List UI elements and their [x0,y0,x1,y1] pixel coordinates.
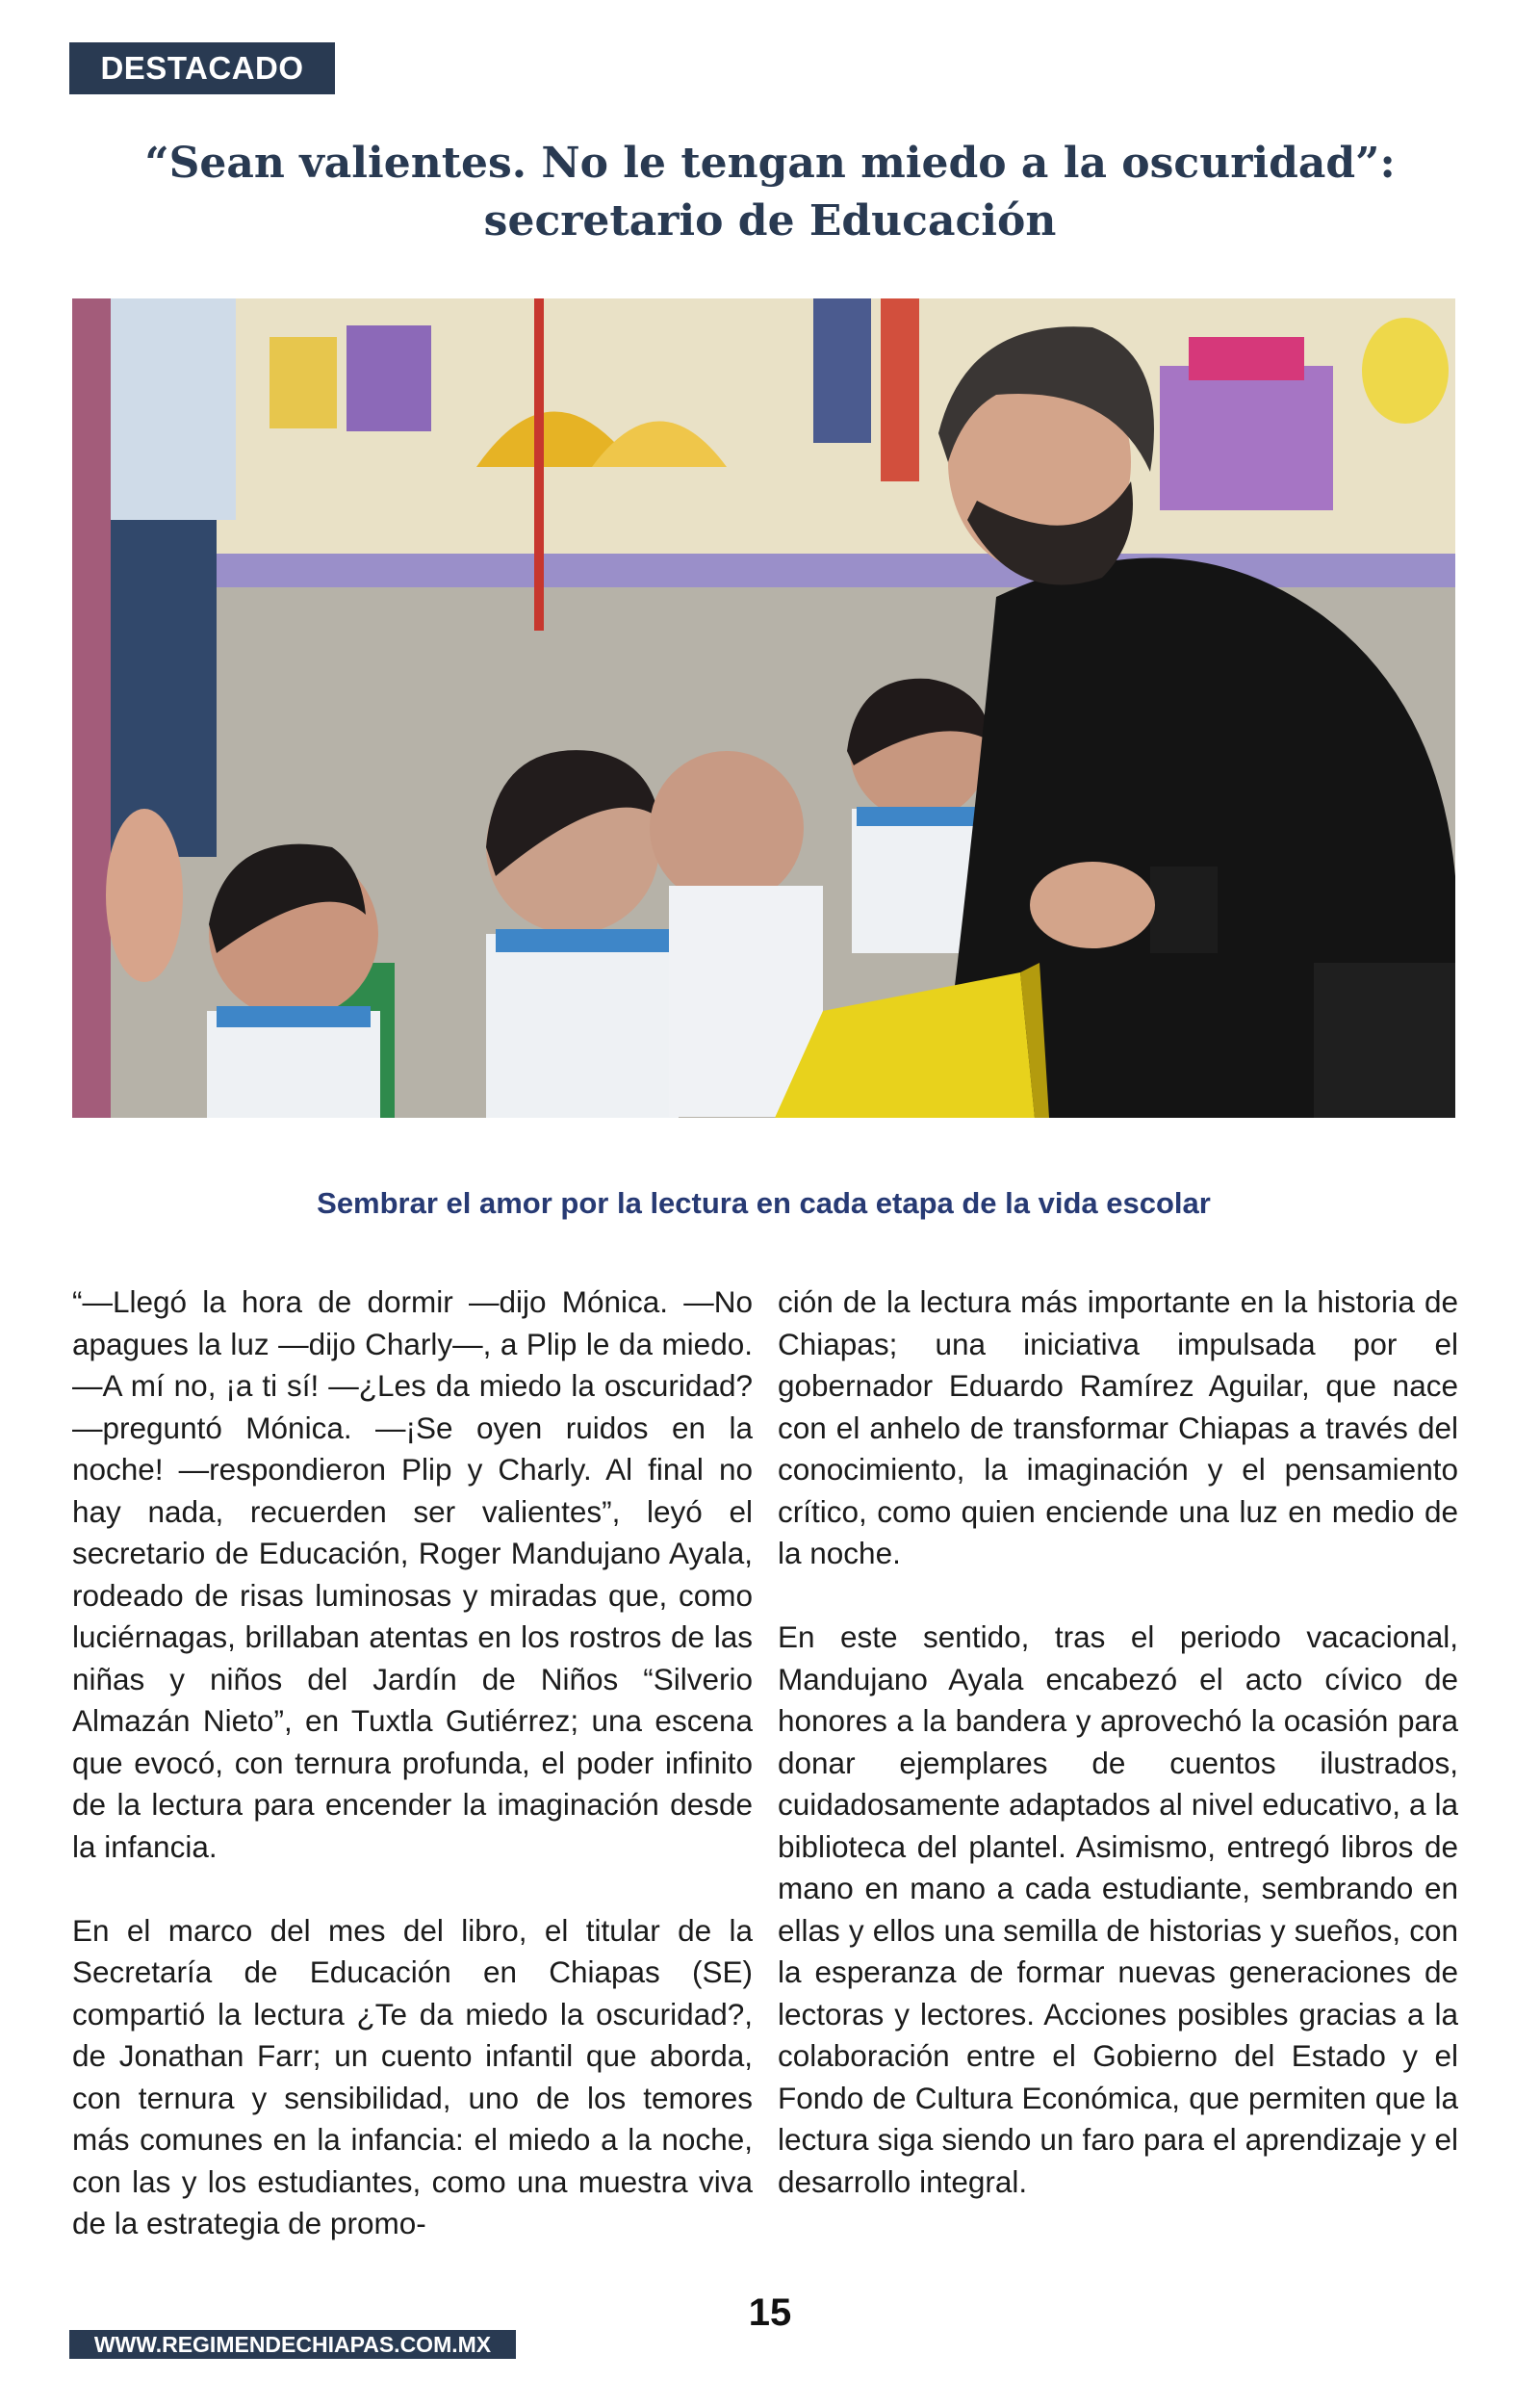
wristband [1150,867,1218,953]
adult-hand [106,809,183,982]
article-paragraph: En este sentido, tras el periodo vacacional, Mandujano Ayala encabezó el acto cívico de honores a la bandera y aprovechó la ocasión para donar ejemplares de cuentos ilustrados, cuidadosamente adaptados al nivel educativo, a la biblioteca del plantel. Asimismo, entregó libros de mano en mano a cada estudiante, sembrando en ellas y ellos una semilla de historias y sueños, con la esperanza de formar nuevas generaciones de lectoras y lectores. Acciones posibles gracias a la colaboración entre el Gobierno del Estado y el Fondo de Cultura Económica, que permiten que la lectura siga siendo un faro para el aprendizaje y el desarrollo integral. [778,1619,1458,2199]
classroom-reading-photo [72,298,1455,1118]
article-column-right [778,1281,1458,2245]
black-chair [1314,963,1455,1118]
headline-line-1: “Sean valientes. No le tengan miedo a la oscuridad”: [144,139,1396,188]
article-column-left [72,1281,753,2287]
page-number: 15 [748,2291,792,2334]
child-uniform-2 [486,934,679,1118]
photo-caption: Sembrar el amor por la lectura en cada etapa de la vida escolar [317,1186,1211,1220]
child-collar-2 [496,929,669,952]
adult-legs [101,510,217,857]
yellow-balloon [1362,318,1449,424]
section-tag: DESTACADO [69,42,335,94]
man-hand [1030,862,1155,948]
child-head-3 [650,751,804,905]
child-collar-4 [857,807,991,826]
article-paragraph: “—Llegó la hora de dormir —dijo Mónica. —No apagues la luz —dijo Charly—, a Plip le da miedo. —A mí no, ¡a ti sí! —¿Les da miedo la oscuridad? —preguntó Mónica. —¡Se oyen ruidos en la noche! —respondieron Plip y Charly. Al final no hay nada, recuerden ser valientes”, leyó el secretario de Educación, Roger Mandujano Ayala, rodeado de risas luminosas y miradas que, como luciérnagas, brillaban atentas en los rostros de las niñas y niños del Jardín de Niños “Silverio Almazán Nieto”, en Tuxtla Gutiérrez; una escena que evocó, con ternura profunda, el poder infinito de la lectura para encender la imaginación desde la infancia. [72,1284,753,1864]
wall-poster-purple [346,325,431,431]
shelf-pink [1189,337,1304,380]
hanging-fabric [813,298,871,443]
article-headline [77,135,1463,250]
adult-shirt [91,298,236,520]
article-paragraph: ción de la lectura más importante en la historia de Chiapas; una iniciativa impulsada por el gobernador Eduardo Ramírez Aguilar, que nace con el anhelo de transformar Chiapas a través del conocimiento, la imaginación y el pensamiento crítico, como quien enciende una luz en medio de la noche. [778,1284,1458,1570]
shelf-purple [1160,366,1333,510]
hanging-fabric-2 [881,298,919,481]
wall-pole [534,298,544,631]
headline-line-2: secretario de Educación [483,196,1057,246]
article-paragraph: En el marco del mes del libro, el titular de la Secretaría de Educación en Chiapas (SE) compartió la lectura ¿Te da miedo la oscuridad?, de Jonathan Farr; un cuento infantil que aborda, con ternura y sensibilidad, uno de los temores más comunes en la infancia: el miedo a la noche, con las y los estudiantes, como una muestra viva de la estrategia de promo- [72,1912,753,2240]
child-collar-1 [217,1006,371,1027]
wall-poster-yellow [270,337,337,428]
photo-illustration [72,298,1455,1118]
adult-edge-dress [72,298,111,1118]
footer-website-url[interactable]: WWW.REGIMENDECHIAPAS.COM.MX [69,2330,516,2359]
